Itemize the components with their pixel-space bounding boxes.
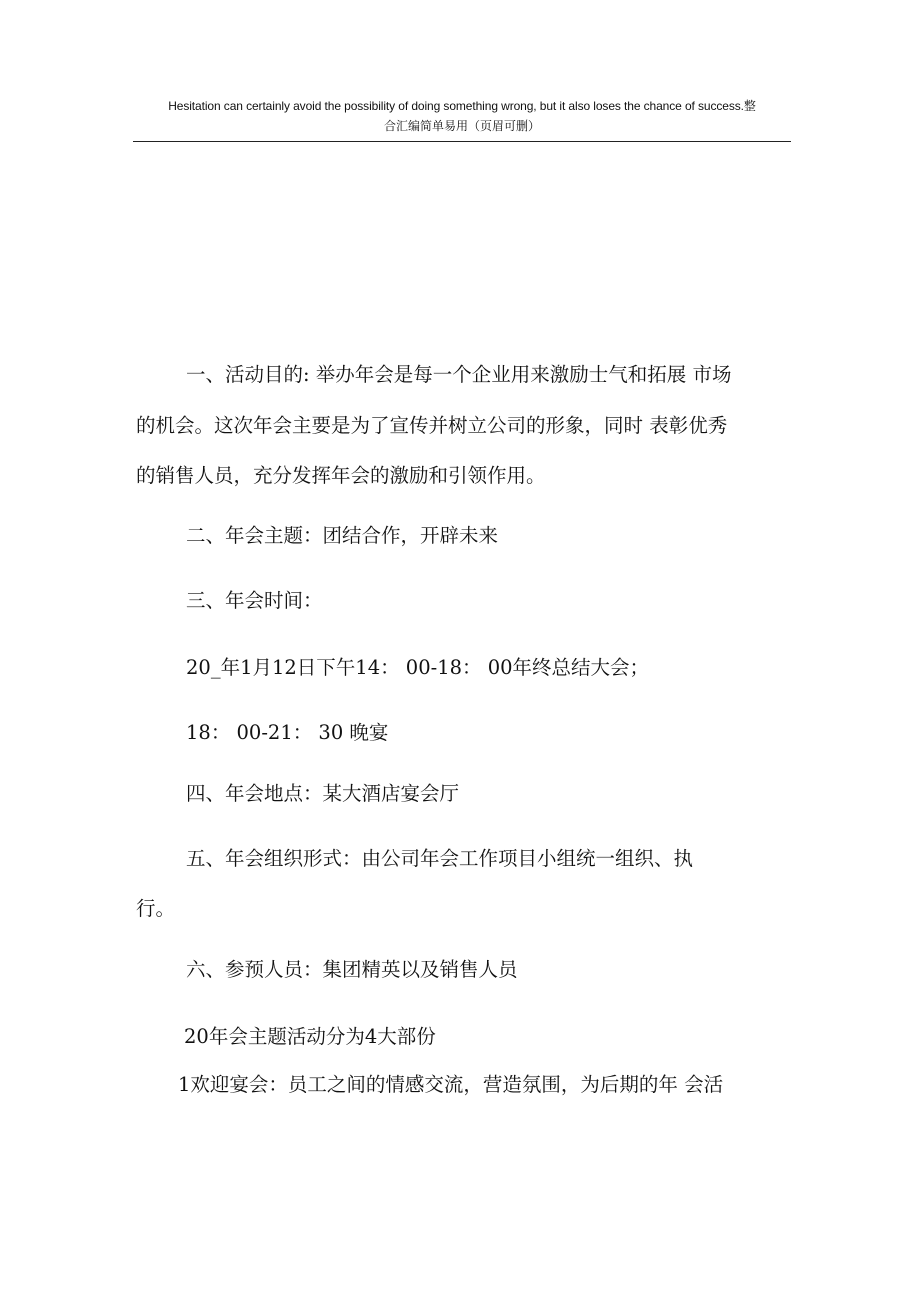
paragraph-participants: 六、参预人员：集团精英以及销售人员 [186, 958, 518, 981]
paragraph-welcome-banquet: 1欢迎宴会：员工之间的情感交流，营造氛围，为后期的年 会活 [178, 1073, 724, 1096]
paragraph-purpose-line1: 一、活动目的: 举办年会是每一个企业用来激励士气和拓展 市场 [186, 363, 732, 386]
paragraph-format-line1: 五、年会组织形式：由公司年会工作项目小组统一组织、执 [186, 847, 694, 870]
page-header [133, 96, 791, 136]
paragraph-time-meeting: 20_年1月12日下午14： 00-18： 00年终总结大会； [186, 656, 650, 679]
header-quote: Hesitation can certainly avoid the possibility of doing something wrong, but it also loses the chance of success.整 [168, 99, 756, 113]
paragraph-purpose-line3: 的销售人员，充分发挥年会的激励和引领作用。 [136, 464, 546, 487]
paragraph-format-line2: 行。 [136, 897, 176, 920]
paragraph-venue: 四、年会地点：某大酒店宴会厅 [186, 782, 460, 805]
paragraph-time-heading: 三、年会时间： [186, 589, 323, 612]
paragraph-time-dinner: 18： 00-21： 30 晚宴 [186, 721, 389, 744]
header-note: 合汇编简单易用（页眉可删） [383, 119, 540, 133]
paragraph-purpose-line2: 的机会。这次年会主要是为了宣传并树立公司的形象，同时 表彰优秀 [136, 414, 728, 437]
paragraph-activities-intro: 20年会主题活动分为4大部份 [184, 1025, 436, 1048]
paragraph-theme: 二、年会主题：团结合作，开辟未来 [186, 524, 499, 547]
header-divider [133, 141, 791, 142]
